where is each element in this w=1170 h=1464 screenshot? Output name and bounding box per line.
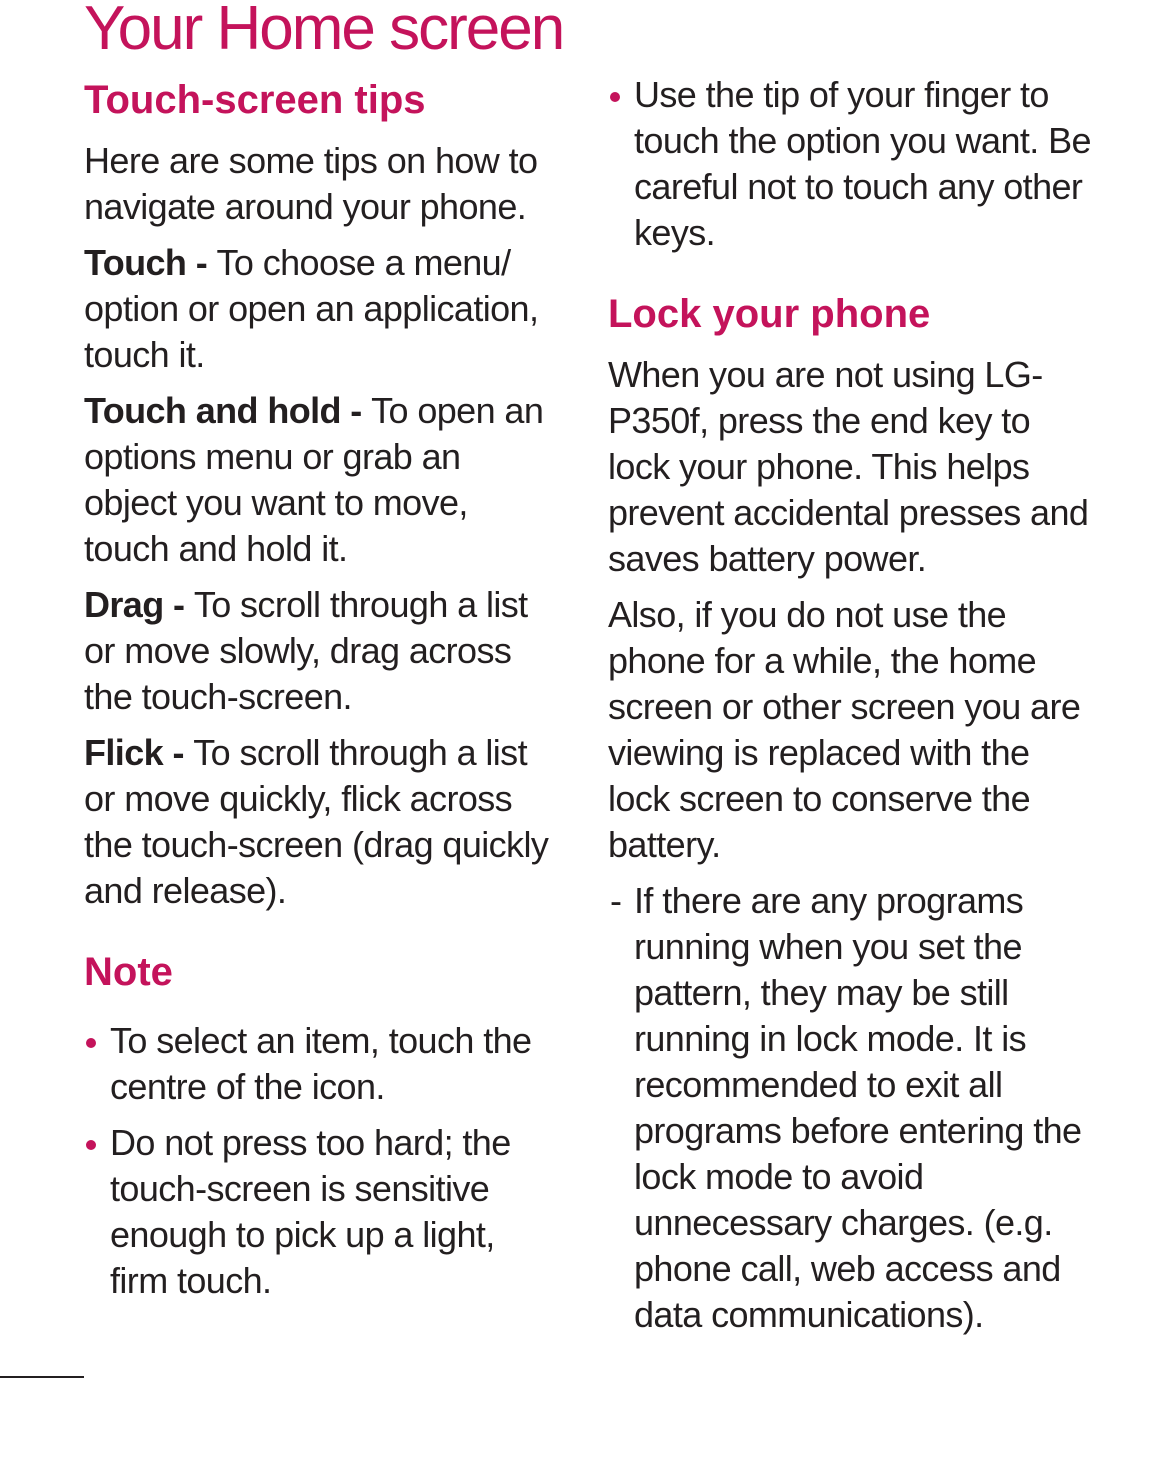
lock-heading: Lock your phone	[608, 292, 931, 336]
lock-paragraph-2: Also, if you do not use the phone for a while, the home screen or other screen you are viewing is replaced with the lock screen to conserve the battery.	[608, 594, 1081, 865]
tip-drag	[84, 582, 554, 720]
touch-tips-heading: Touch-screen tips	[84, 78, 426, 122]
note-bullet	[84, 1120, 554, 1304]
tip-text: To scroll through a list or move slowly, drag across the touch-screen.	[84, 584, 528, 717]
right-column	[608, 72, 1098, 1338]
tip-flick	[84, 730, 554, 914]
bullet-dot-icon	[86, 1038, 96, 1048]
lock-dash-text: If there are any programs running when you set the pattern, they may be still running in lock mode. It is recommended to exit all programs before entering the lock mode to avoid unnecessary charges. (e.g. phone call, web access and data communications).	[634, 880, 1082, 1335]
lock-dash-item	[608, 878, 1098, 1338]
bullet-dot-icon	[610, 92, 620, 102]
page-title: Your Home screen	[84, 0, 564, 63]
tip-term: Touch and hold -	[84, 390, 372, 431]
footer-rule	[0, 1376, 84, 1378]
left-column	[84, 72, 554, 1304]
dash-marker: -	[610, 880, 622, 921]
tip-touch-and-hold	[84, 388, 554, 572]
tip-touch	[84, 240, 554, 378]
note-bullet-text: To select an item, touch the centre of the icon.	[110, 1020, 532, 1107]
tip-term: Flick -	[84, 732, 194, 773]
tip-term: Touch -	[84, 242, 217, 283]
tip-term: Drag -	[84, 584, 194, 625]
lock-paragraph-1: When you are not using LG-P350f, press the end key to lock your phone. This helps prevent accidental presses and saves battery power.	[608, 354, 1089, 579]
bullet-dot-icon	[86, 1140, 96, 1150]
tip-text: To open an options menu or grab an object you want to move, touch and hold it.	[84, 390, 544, 569]
note-bullet-text: Do not press too hard; the touch-screen is sensitive enough to pick up a light, firm touch.	[110, 1122, 511, 1301]
note-bullet	[84, 1018, 554, 1110]
tip-text: To choose a menu/ option or open an application, touch it.	[84, 242, 539, 375]
touch-tips-intro: Here are some tips on how to navigate around your phone.	[84, 140, 538, 227]
tip-text: To scroll through a list or move quickly, flick across the touch-screen (drag quickly and release).	[84, 732, 549, 911]
note-heading: Note	[84, 950, 173, 994]
note-bullet-text: Use the tip of your finger to touch the option you want. Be careful not to touch any other keys.	[634, 74, 1091, 253]
note-bullet	[608, 72, 1098, 256]
